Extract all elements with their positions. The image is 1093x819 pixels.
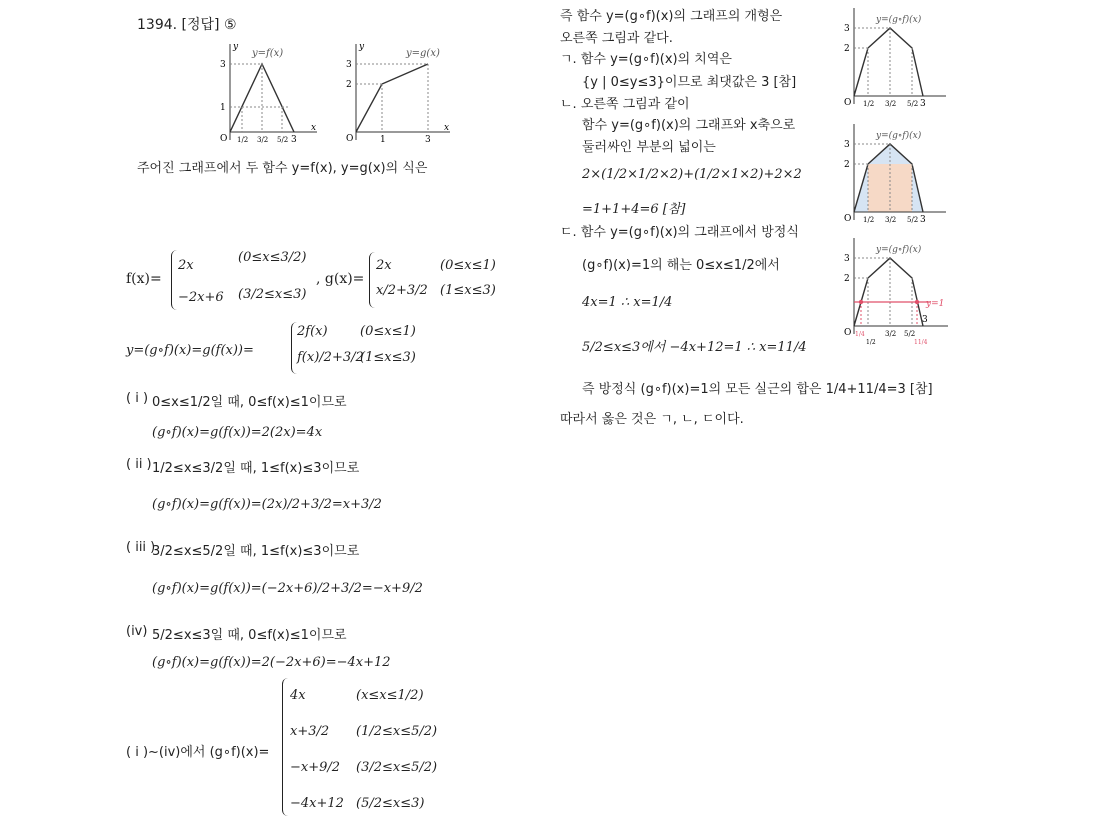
item-b-line-3: 둘러싸인 부분의 넓이는 xyxy=(582,140,716,155)
graph-gf-area-ytick: 2 xyxy=(844,160,850,170)
graph-f-x-axis: x xyxy=(311,123,317,133)
graph-gf-ytick: 2 xyxy=(844,44,850,54)
graph-gf-line-y1-label: y=1 xyxy=(926,299,945,309)
case-condition: 0≤x≤1/2일 때, 0≤f(x)≤1이므로 xyxy=(152,395,347,410)
graph-gf-label: y=(g∘f)(x) xyxy=(876,15,922,25)
g-def-lhs: , g(x)= xyxy=(316,271,365,287)
graph-gf-area-origin: O xyxy=(844,214,852,224)
final-conclusion: 따라서 옳은 것은 ㄱ, ㄴ, ㄷ이다. xyxy=(560,412,744,427)
graph-f-ytick: 1 xyxy=(220,103,226,113)
item-c-line-5: 즉 방정식 (g∘f)(x)=1의 모든 실근의 합은 1/4+11/4=3 [참] xyxy=(582,382,933,397)
gf-def-lhs: y=(g∘f)(x)=g(f(x))= xyxy=(126,343,254,358)
graph-gf-area-xtick: 3 xyxy=(920,215,926,225)
item-b-line-5: =1+1+4=6 [참] xyxy=(582,202,686,217)
graph-g-xtick: 3 xyxy=(425,135,431,145)
graph-f-y-axis: y xyxy=(233,42,239,52)
case-condition: 3/2≤x≤5/2일 때, 1≤f(x)≤3이므로 xyxy=(152,544,360,559)
case-tag: ( iii ) xyxy=(126,540,156,555)
graph-g-label: y=g(x) xyxy=(406,48,440,59)
graph-f-origin: O xyxy=(220,134,228,144)
graph-g xyxy=(340,40,455,152)
item-b-line-4: 2×(1/2×1/2×2)+(1/2×1×2)+2×2 xyxy=(582,167,802,182)
item-c-line-2: (g∘f)(x)=1의 해는 0≤x≤1/2에서 xyxy=(582,258,780,273)
g-def-cond2: (1≤x≤3) xyxy=(440,283,496,298)
summary-expr: 4x xyxy=(290,688,306,703)
graph-gf-area-label: y=(g∘f)(x) xyxy=(876,131,922,141)
graph-gf-line-xtick: 1/2 xyxy=(866,339,876,346)
case-tag: ( i ) xyxy=(126,391,149,406)
gf-def-cond2: (1≤x≤3) xyxy=(360,350,416,365)
graph-g-origin: O xyxy=(346,134,354,144)
graph-gf-ytick: 3 xyxy=(844,24,850,34)
f-def-lhs: f(x)= xyxy=(126,271,162,287)
summary-expr: x+3/2 xyxy=(290,724,330,739)
summary-expr: −4x+12 xyxy=(290,796,344,811)
graph-gf-line-xtick: 1/4 xyxy=(855,331,865,338)
case-equation: (g∘f)(x)=g(f(x))=(−2x+6)/2+3/2=−x+9/2 xyxy=(152,581,423,596)
gf-def-row1: 2f(x) xyxy=(297,324,328,339)
problem-number: 1394. xyxy=(137,17,178,33)
graph-g-x-axis: x xyxy=(444,123,450,133)
graph-gf-line xyxy=(838,234,953,346)
graph-g-ytick: 3 xyxy=(346,60,352,70)
graph-gf-line-label: y=(g∘f)(x) xyxy=(876,245,922,255)
f-def-brace xyxy=(171,250,178,310)
graph-gf-area xyxy=(838,120,950,228)
graph-gf-line-origin: O xyxy=(844,328,852,338)
graph-gf-line-xtick: 5/2 xyxy=(904,330,916,338)
graph-gf-area-ytick: 3 xyxy=(844,140,850,150)
summary-cond: (x≤x≤1/2) xyxy=(356,688,424,703)
graph-f-xtick: 5/2 xyxy=(277,136,289,144)
graph-g-xtick: 1 xyxy=(380,135,386,145)
case-equation: (g∘f)(x)=g(f(x))=2(−2x+6)=−4x+12 xyxy=(152,655,391,670)
summary-brace xyxy=(282,678,290,816)
item-a-line-1: ㄱ. 함수 y=(g∘f)(x)의 치역은 xyxy=(560,52,732,67)
right-line-2: 오른쪽 그림과 같다. xyxy=(560,31,673,46)
case-tag: ( ii ) xyxy=(126,457,152,472)
item-a-line-2: {y | 0≤y≤3}이므로 최댓값은 3 [참] xyxy=(582,75,797,90)
g-def-row1: 2x xyxy=(376,258,392,273)
graph-g-y-axis: y xyxy=(359,42,365,52)
graph-gf-xtick: 1/2 xyxy=(863,100,875,108)
g-def-brace xyxy=(369,252,376,308)
graph-gf-xtick: 3/2 xyxy=(885,100,897,108)
gf-def-row2: f(x)/2+3/2 xyxy=(297,350,364,365)
summary-cond: (3/2≤x≤5/2) xyxy=(356,760,438,775)
summary-lhs: ( i )~(iv)에서 (g∘f)(x)= xyxy=(126,745,270,760)
graph-g-ytick: 2 xyxy=(346,80,352,90)
item-b-line-2: 함수 y=(g∘f)(x)의 그래프와 x축으로 xyxy=(582,118,796,133)
case-tag: (iv) xyxy=(126,624,148,639)
case-equation: (g∘f)(x)=g(f(x))=2(2x)=4x xyxy=(152,425,323,440)
graph-f-xtick: 1/2 xyxy=(237,136,249,144)
graph-f-label: y=f(x) xyxy=(252,48,284,59)
graph-gf-line-xtick: 11/4 xyxy=(914,339,928,346)
item-b-line-1: ㄴ. 오른쪽 그림과 같이 xyxy=(560,97,690,112)
answer-tag: [정답] xyxy=(181,17,220,33)
graph-gf-line-ytick: 2 xyxy=(844,274,850,284)
intro-text: 주어진 그래프에서 두 함수 y=f(x), y=g(x)의 식은 xyxy=(137,161,428,176)
item-c-line-3: 4x=1 ∴ x=1/4 xyxy=(582,295,673,310)
graph-gf-xtick: 3 xyxy=(920,99,926,109)
graph-f-xtick: 3 xyxy=(291,135,297,145)
case-equation: (g∘f)(x)=g(f(x))=(2x)/2+3/2=x+3/2 xyxy=(152,497,382,512)
problem-header xyxy=(137,14,237,34)
item-c-line-4: 5/2≤x≤3에서 −4x+12=1 ∴ x=11/4 xyxy=(582,340,807,355)
g-def-row2: x/2+3/2 xyxy=(376,283,428,298)
graph-f-ytick: 3 xyxy=(220,60,226,70)
summary-expr: −x+9/2 xyxy=(290,760,341,775)
graph-gf-origin: O xyxy=(844,98,852,108)
graph-gf-area-xtick: 1/2 xyxy=(863,216,875,224)
graph-gf-line-xtick: 3/2 xyxy=(885,330,897,338)
right-line-1: 즉 함수 y=(g∘f)(x)의 그래프의 개형은 xyxy=(560,9,783,24)
f-def-cond1: (0≤x≤3/2) xyxy=(238,250,307,265)
summary-cond: (1/2≤x≤5/2) xyxy=(356,724,438,739)
graph-gf-line-ytick: 3 xyxy=(844,254,850,264)
case-condition: 5/2≤x≤3일 때, 0≤f(x)≤1이므로 xyxy=(152,628,347,643)
graph-gf-area-xtick: 5/2 xyxy=(907,216,919,224)
graph-gf-line-extra-tick: 3 xyxy=(922,315,928,325)
f-def-row2: −2x+6 xyxy=(178,290,224,305)
summary-cond: (5/2≤x≤3) xyxy=(356,796,425,811)
gf-def-cond1: (0≤x≤1) xyxy=(360,324,416,339)
graph-f-xtick: 3/2 xyxy=(257,136,269,144)
case-condition: 1/2≤x≤3/2일 때, 1≤f(x)≤3이므로 xyxy=(152,461,360,476)
graph-gf-xtick: 5/2 xyxy=(907,100,919,108)
item-c-line-1: ㄷ. 함수 y=(g∘f)(x)의 그래프에서 방정식 xyxy=(560,225,799,240)
graph-gf xyxy=(838,4,950,112)
g-def-cond1: (0≤x≤1) xyxy=(440,258,496,273)
graph-f xyxy=(212,40,322,152)
f-def-row1: 2x xyxy=(178,258,194,273)
answer-value: ⑤ xyxy=(223,17,237,33)
graph-gf-area-xtick: 3/2 xyxy=(885,216,897,224)
f-def-cond2: (3/2≤x≤3) xyxy=(238,287,307,302)
